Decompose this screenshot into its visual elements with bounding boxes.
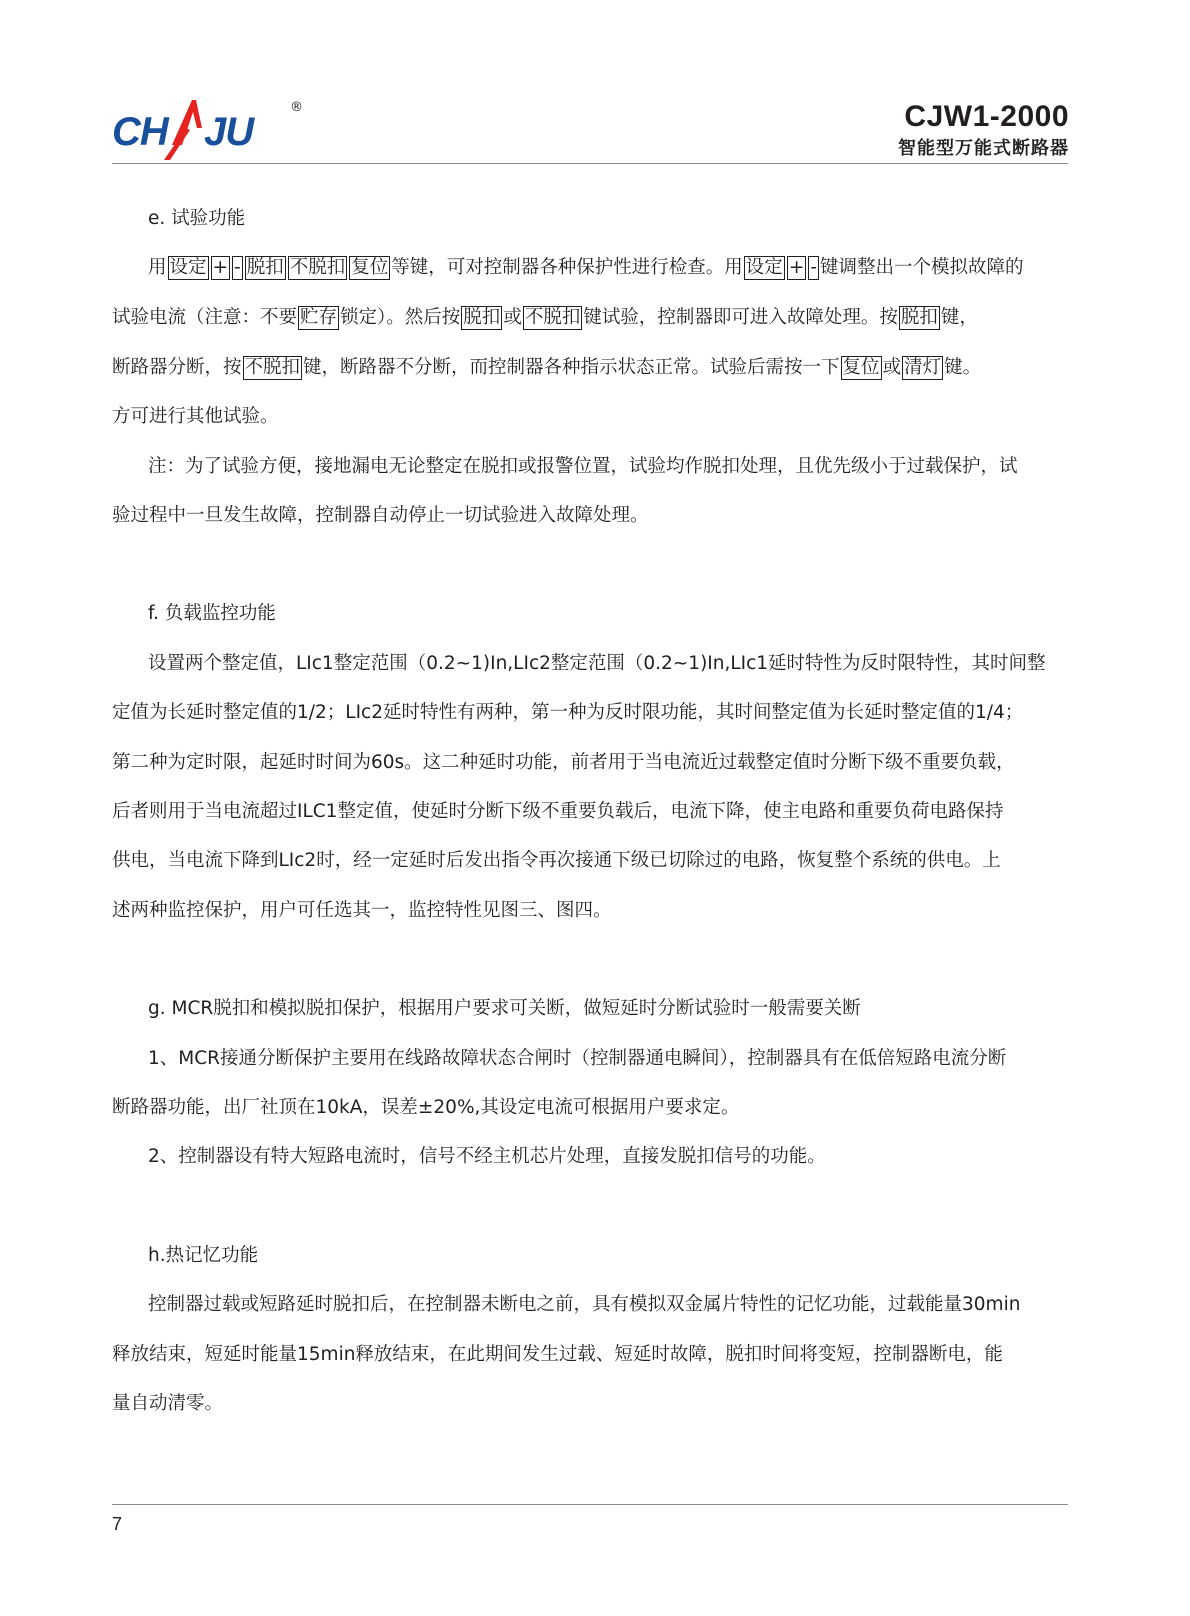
key-reset: 复位 xyxy=(351,257,389,278)
section-e-note-line-1: 注：为了试验方便，接地漏电无论整定在脱扣或报警位置，试验均作脱扣处理，且优先级小于过载保护，试 xyxy=(148,456,1018,477)
footer-divider xyxy=(112,1504,1068,1505)
section-e-line-3: 断路器分断，按 不脱扣 键，断路器不分断，而控制器各种指示状态正常。试验后需按一下 复位 或 清灯 键。 xyxy=(112,357,982,378)
section-f-line: 述两种监控保护，用户可任选其一，监控特性见图三、图四。 xyxy=(112,900,612,921)
section-f-heading: f. 负载监控功能 xyxy=(148,603,276,624)
section-f-line: 定值为长延时整定值的1/2；LIc2延时特性有两种，第一种为反时限功能，其时间整定值为长延时整定值的1/4； xyxy=(112,702,1024,723)
section-h-line: 释放结束，短延时能量15min释放结束，在此期间发生过载、短延时故障，脱扣时间将变短，控制器断电，能 xyxy=(112,1344,1003,1365)
section-f-line: 设置两个整定值，LIc1整定范围（0.2~1)In,LIc2整定范围（0.2~1)In,LIc1延时特性为反时限特性，其时间整 xyxy=(148,653,1046,674)
section-g-heading: g. MCR脱扣和模拟脱扣保护，根据用户要求可关断，做短延时分断试验时一般需要关断 xyxy=(148,998,861,1019)
header-divider xyxy=(112,163,1068,164)
section-e-note-line-2: 验过程中一旦发生故障，控制器自动停止一切试验进入故障处理。 xyxy=(112,505,649,526)
key-no-trip: 不脱扣 xyxy=(244,357,301,378)
key-minus: - xyxy=(234,257,241,278)
key-trip: 脱扣 xyxy=(900,307,938,328)
key-plus: + xyxy=(212,257,229,278)
svg-text:CH: CH xyxy=(112,110,168,154)
key-set: 设定 xyxy=(169,257,207,278)
key-plus: + xyxy=(788,257,805,278)
section-h-line: 控制器过载或短路延时脱扣后，在控制器未断电之前，具有模拟双金属片特性的记忆功能，过载能量30min xyxy=(148,1294,1021,1315)
model-number: CJW1-2000 xyxy=(904,100,1069,133)
section-e-line-1: 用 设定 + - 脱扣 不脱扣 复位 等键，可对控制器各种保护性进行检查。用 设定 + - 键调整出一个模拟故障的 xyxy=(148,257,1024,278)
section-g-item-2: 2、控制器设有特大短路电流时，信号不经主机芯片处理，直接发脱扣信号的功能。 xyxy=(148,1146,826,1167)
section-h-heading: h.热记忆功能 xyxy=(148,1245,259,1266)
section-e-line-4: 方可进行其他试验。 xyxy=(112,406,279,427)
registered-mark: ® xyxy=(290,100,303,115)
chaju-logo-mark xyxy=(112,98,292,164)
section-e-line-2: 试验电流（注意：不要 贮存 锁定）。然后按 脱扣 或 不脱扣 键试验，控制器即可进入故障处理。按 脱扣 键， xyxy=(112,307,978,328)
section-f-line: 第二种为定时限，起延时时间为60s。这二种延时功能，前者用于当电流近过载整定值时分断下级不重要负载， xyxy=(112,752,1015,773)
key-no-trip: 不脱扣 xyxy=(289,257,346,278)
key-set: 设定 xyxy=(745,257,783,278)
key-trip: 脱扣 xyxy=(246,257,284,278)
key-store: 贮存 xyxy=(300,307,338,328)
section-g-item-1-line-2: 断路器功能，出厂社顶在10kA，误差±20%,其设定电流可根据用户要求定。 xyxy=(112,1097,740,1118)
brand-logo xyxy=(112,98,312,170)
key-clear-light: 清灯 xyxy=(904,357,942,378)
svg-text:JU: JU xyxy=(204,110,254,154)
page-number: 7 xyxy=(112,1514,123,1534)
section-f-line: 供电，当电流下降到LIc2时，经一定延时后发出指令再次接通下级已切除过的电路，恢复整个系统的供电。上 xyxy=(112,850,1001,871)
section-f-line: 后者则用于当电流超过ILC1整定值，使延时分断下级不重要负载后，电流下降，使主电路和重要负荷电路保持 xyxy=(112,801,1004,822)
key-minus: - xyxy=(810,257,818,278)
section-g-item-1-line-1: 1、MCR接通分断保护主要用在线路故障状态合闸时（控制器通电瞬间），控制器具有在低倍短路电流分断 xyxy=(148,1048,1007,1069)
key-trip: 脱扣 xyxy=(463,307,501,328)
section-h-line: 量自动清零。 xyxy=(112,1393,224,1414)
section-e-heading: e. 试验功能 xyxy=(148,208,246,229)
key-no-trip: 不脱扣 xyxy=(524,307,581,328)
key-reset: 复位 xyxy=(842,357,880,378)
product-name: 智能型万能式断路器 xyxy=(898,138,1069,159)
